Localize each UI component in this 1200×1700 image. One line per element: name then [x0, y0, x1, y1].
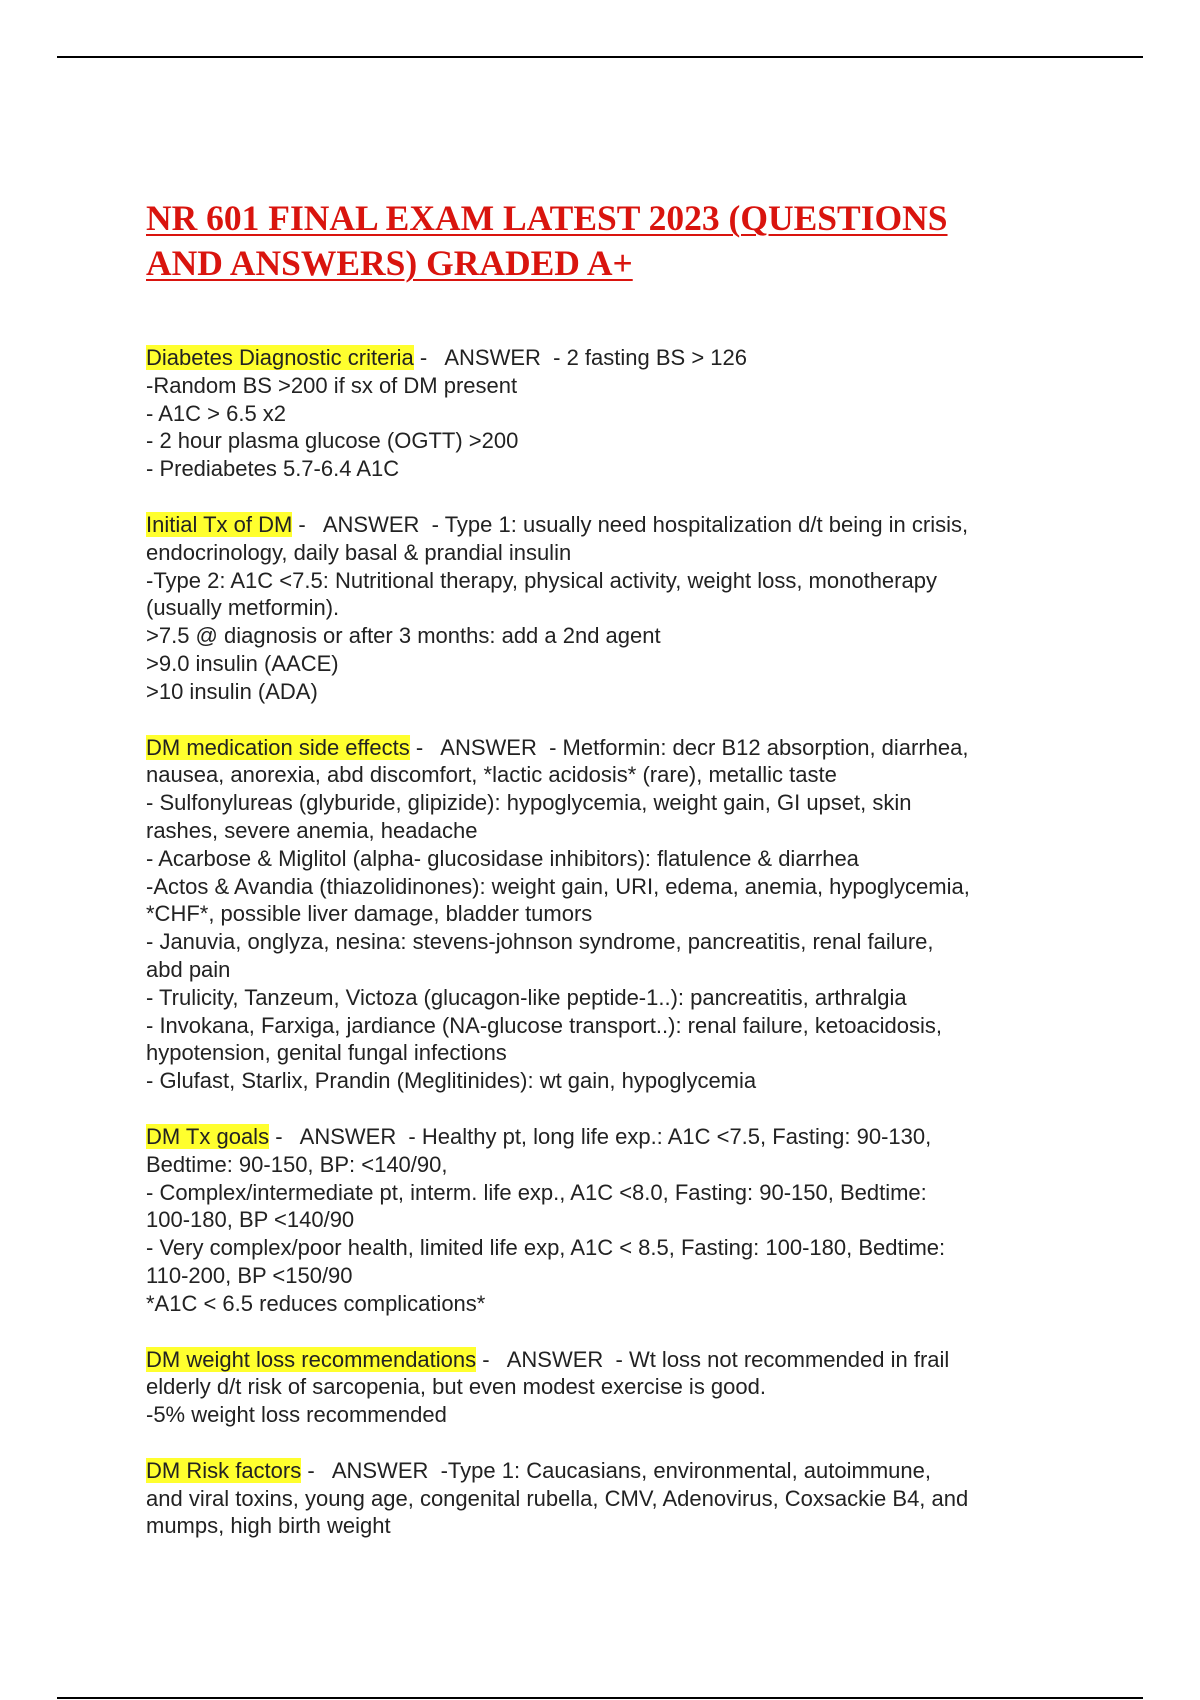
qa-term: DM Tx goals — [146, 1123, 270, 1149]
qa-term: Initial Tx of DM — [146, 511, 293, 537]
qa-answer: Metformin: decr B12 absorption, diarrhea, nausea, anorexia, abd discomfort, *lactic acidosis* (rare), metallic taste - Sulfonylureas (glyburide, glipizide): hypoglycemia, weight gain, GI upset, skin rashes, severe anemia, headache - Acarbose & Miglitol (alpha- glucosidase inhibitors): flatulence & diarrhea -Actos & Avandia (thiazolidinones): weight gain, URI, edema, anemia, hypoglycemia, *CHF*, possible liver damage, bladder tumors - Januvia, onglyza, nesina: stevens-johnson syndrome, pancreatitis, renal failure, abd pain - Trulicity, Tanzeum, Victoza (glucagon-like peptide-1..): pancreatitis, arthralgia - Invokana, Farxiga, jardiance (NA-glucose transport..): renal failure, ketoacidosis, hypotension, genital fungal infections - Glufast, Starlix, Prandin (Meglitinides): wt gain, hypoglycemia — [146, 734, 970, 1094]
qa-list — [146, 344, 1086, 1540]
answer-label: ANSWER — [506, 1346, 604, 1372]
qa-term: Diabetes Diagnostic criteria — [146, 345, 414, 370]
document-title: NR 601 FINAL EXAM LATEST 2023 (QUESTIONS AND ANSWERS) GRADED A+ — [146, 198, 948, 283]
top-rule — [57, 56, 1143, 58]
answer-label: ANSWER — [299, 1123, 397, 1149]
qa-answer: -Type 1: Caucasians, environmental, autoimmune, and viral toxins, young age, congenital rubella, CMV, Adenovirus, Coxsackie B4, and mumps, high birth weight — [146, 1457, 969, 1539]
answer-label: ANSWER — [444, 345, 541, 370]
qa-answer: Wt loss not recommended in frail elderly d/t risk of sarcopenia, but even modest exercise is good. -5% weight loss recommended — [146, 1346, 950, 1428]
qa-item: DM Tx goals - ANSWER - Healthy pt, long life exp.: A1C <7.5, Fasting: 90-130, Bedtime: 90-150, BP: <140/90, - Complex/intermediate pt, interm. life exp., A1C <8.0, Fasting: 90-150, Bedtime: 100-180, BP <140/90 - Very complex/poor health, limited life exp, A1C < 8.5, Fasting: 100-180, Bedtime: 110-200, BP <150/90 *A1C < 6.5 reduces complications* — [146, 1123, 946, 1316]
qa-term: DM weight loss recommendations — [146, 1346, 477, 1372]
document-body — [146, 196, 1086, 1568]
bottom-rule — [57, 1697, 1143, 1699]
qa-term: DM medication side effects — [146, 734, 410, 760]
qa-answer: Healthy pt, long life exp.: A1C <7.5, Fasting: 90-130, Bedtime: 90-150, BP: <140/90, - Complex/intermediate pt, interm. life exp., A1C <8.0, Fasting: 90-150, Bedtime: 100-180, BP <140/90 - Very complex/poor health, limited life exp, A1C < 8.5, Fasting: 100-180, Bedtime: 110-200, BP <150/90 *A1C < 6.5 reduces complications* — [146, 1123, 946, 1316]
qa-item: Initial Tx of DM - ANSWER - Type 1: usually need hospitalization d/t being in crisis, endocrinology, daily basal & prandial insulin -Type 2: A1C <7.5: Nutritional therapy, physical activity, weight loss, monotherapy (usually metformin). >7.5 @ diagnosis or after 3 months: add a 2nd agent >9.0 insulin (AACE) >10 insulin (ADA) — [146, 511, 969, 704]
answer-label: ANSWER — [331, 1457, 429, 1483]
qa-item: DM medication side effects - ANSWER - Metformin: decr B12 absorption, diarrhea, nausea, anorexia, abd discomfort, *lactic acidosis* (rare), metallic taste - Sulfonylureas (glyburide, glipizide): hypoglycemia, weight gain, GI upset, skin rashes, severe anemia, headache - Acarbose & Miglitol (alpha- glucosidase inhibitors): flatulence & diarrhea -Actos & Avandia (thiazolidinones): weight gain, URI, edema, anemia, hypoglycemia, *CHF*, possible liver damage, bladder tumors - Januvia, onglyza, nesina: stevens-johnson syndrome, pancreatitis, renal failure, abd pain - Trulicity, Tanzeum, Victoza (glucagon-like peptide-1..): pancreatitis, arthralgia - Invokana, Farxiga, jardiance (NA-glucose transport..): renal failure, ketoacidosis, hypotension, genital fungal infections - Glufast, Starlix, Prandin (Meglitinides): wt gain, hypoglycemia — [146, 734, 970, 1094]
answer-label: ANSWER — [322, 511, 420, 537]
answer-label: ANSWER — [440, 734, 537, 760]
qa-item: DM weight loss recommendations - ANSWER - Wt loss not recommended in frail elderly d/t risk of sarcopenia, but even modest exercise is good. -5% weight loss recommended — [146, 1346, 950, 1428]
qa-item: DM Risk factors - ANSWER -Type 1: Caucasians, environmental, autoimmune, and viral toxins, young age, congenital rubella, CMV, Adenovirus, Coxsackie B4, and mumps, high birth weight — [146, 1457, 969, 1539]
qa-term: DM Risk factors — [146, 1457, 302, 1483]
qa-answer: 2 fasting BS > 126 -Random BS >200 if sx of DM present - A1C > 6.5 x2 - 2 hour plasma glucose (OGTT) >200 - Prediabetes 5.7-6.4 A1C — [146, 345, 747, 482]
qa-answer: Type 1: usually need hospitalization d/t being in crisis, endocrinology, daily basal & prandial insulin -Type 2: A1C <7.5: Nutritional therapy, physical activity, weight loss, monotherapy (usually metformin). >7.5 @ diagnosis or after 3 months: add a 2nd agent >9.0 insulin (AACE) >10 insulin (ADA) — [146, 511, 969, 704]
qa-item: Diabetes Diagnostic criteria - ANSWER - 2 fasting BS > 126 -Random BS >200 if sx of DM present - A1C > 6.5 x2 - 2 hour plasma glucose (OGTT) >200 - Prediabetes 5.7-6.4 A1C — [146, 345, 747, 482]
